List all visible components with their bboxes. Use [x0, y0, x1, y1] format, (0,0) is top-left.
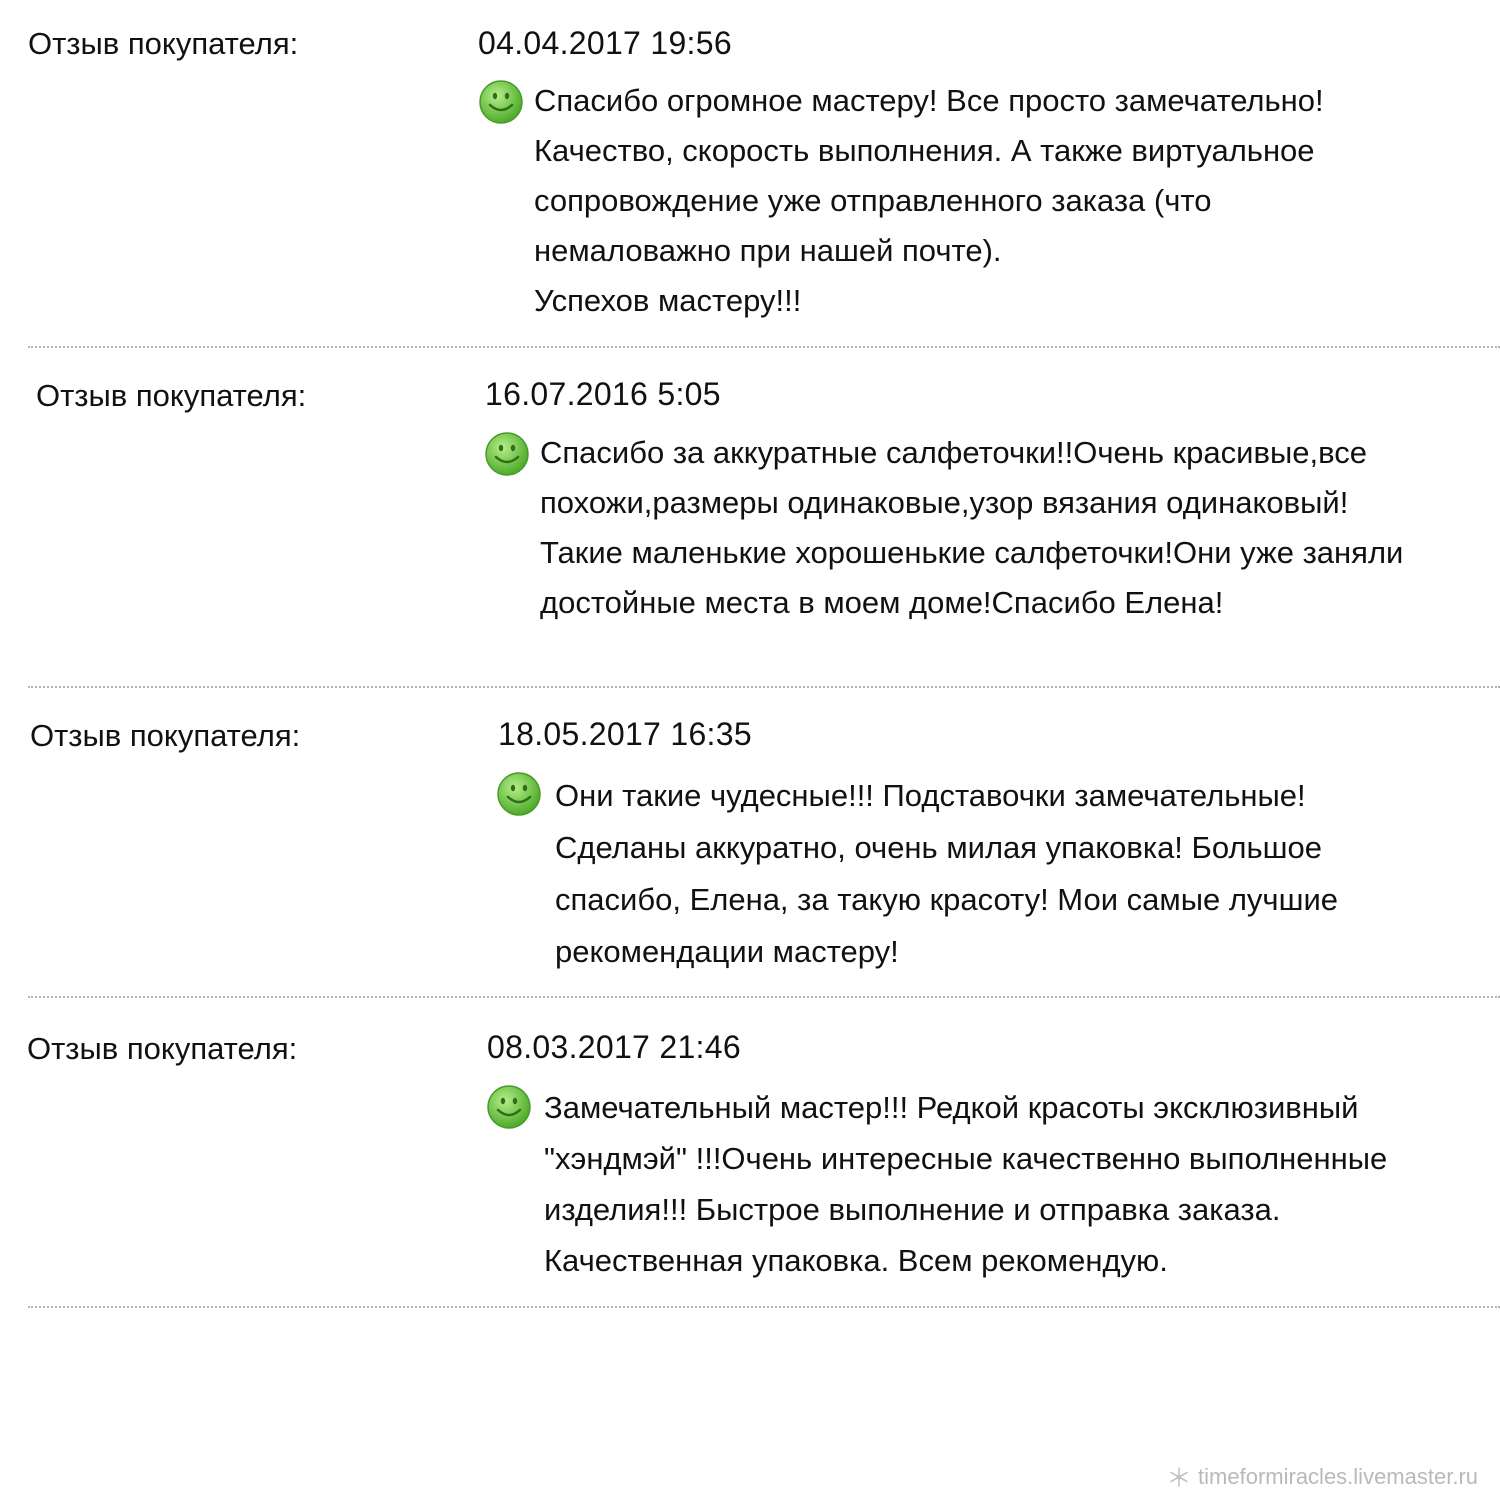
- review-divider: [28, 346, 1500, 348]
- review-text-line: "хэндмэй" !!!Очень интересные качественно выполненные: [544, 1141, 1388, 1176]
- review-text-line: Успехов мастеру!!!: [534, 283, 802, 318]
- watermark: [1168, 1464, 1478, 1490]
- review-text-line: рекомендации мастеру!: [555, 934, 899, 969]
- review-divider: [28, 1306, 1500, 1308]
- review-text-line: Замечательный мастер!!! Редкой красоты эксклюзивный: [544, 1090, 1359, 1125]
- review-label: Отзыв покупателя:: [36, 378, 307, 413]
- review-date: 18.05.2017 16:35: [498, 716, 752, 752]
- review-label: Отзыв покупателя:: [30, 718, 301, 753]
- review-text-line: немаловажно при нашей почте).: [534, 233, 1002, 268]
- smiley-face-icon: [478, 79, 524, 125]
- review-label: Отзыв покупателя:: [28, 26, 299, 61]
- review-divider: [28, 686, 1500, 688]
- review-text-line: спасибо, Елена, за такую красоту! Мои самые лучшие: [555, 882, 1339, 917]
- review-text-line: Спасибо огромное мастеру! Все просто замечательно!: [534, 83, 1324, 118]
- review-text-line: изделия!!! Быстрое выполнение и отправка заказа.: [544, 1192, 1281, 1227]
- review-text: [534, 76, 1324, 326]
- review-date: 16.07.2016 5:05: [485, 376, 721, 412]
- review-text-line: Качественная упаковка. Всем рекомендую.: [544, 1243, 1168, 1278]
- review-text-line: сопровождение уже отправленного заказа (что: [534, 183, 1212, 218]
- review-text-line: Качество, скорость выполнения. А также виртуальное: [534, 133, 1315, 168]
- watermark-text: timeformiracles.livemaster.ru: [1198, 1464, 1478, 1489]
- review-text-line: Спасибо за аккуратные салфеточки!!Очень красивые,все: [540, 435, 1367, 470]
- review-text-line: Они такие чудесные!!! Подставочки замечательные!: [555, 778, 1306, 813]
- review-text-line: похожи,размеры одинаковые,узор вязания одинаковый!: [540, 485, 1349, 520]
- review-text: [540, 428, 1403, 628]
- review-date: 04.04.2017 19:56: [478, 25, 732, 61]
- review-text: [544, 1082, 1387, 1286]
- review-text-line: Сделаны аккуратно, очень милая упаковка! Большое: [555, 830, 1323, 865]
- review-text-line: достойные места в моем доме!Спасибо Елена!: [540, 585, 1224, 620]
- smiley-face-icon: [486, 1084, 532, 1130]
- review-divider: [28, 996, 1500, 998]
- smiley-face-icon: [484, 431, 530, 477]
- review-text: [555, 770, 1338, 978]
- snowflake-icon: [1168, 1466, 1190, 1488]
- review-date: 08.03.2017 21:46: [487, 1029, 741, 1065]
- review-text-line: Такие маленькие хорошенькие салфеточки!Они уже заняли: [540, 535, 1404, 570]
- smiley-face-icon: [496, 771, 542, 817]
- review-label: Отзыв покупателя:: [27, 1031, 298, 1066]
